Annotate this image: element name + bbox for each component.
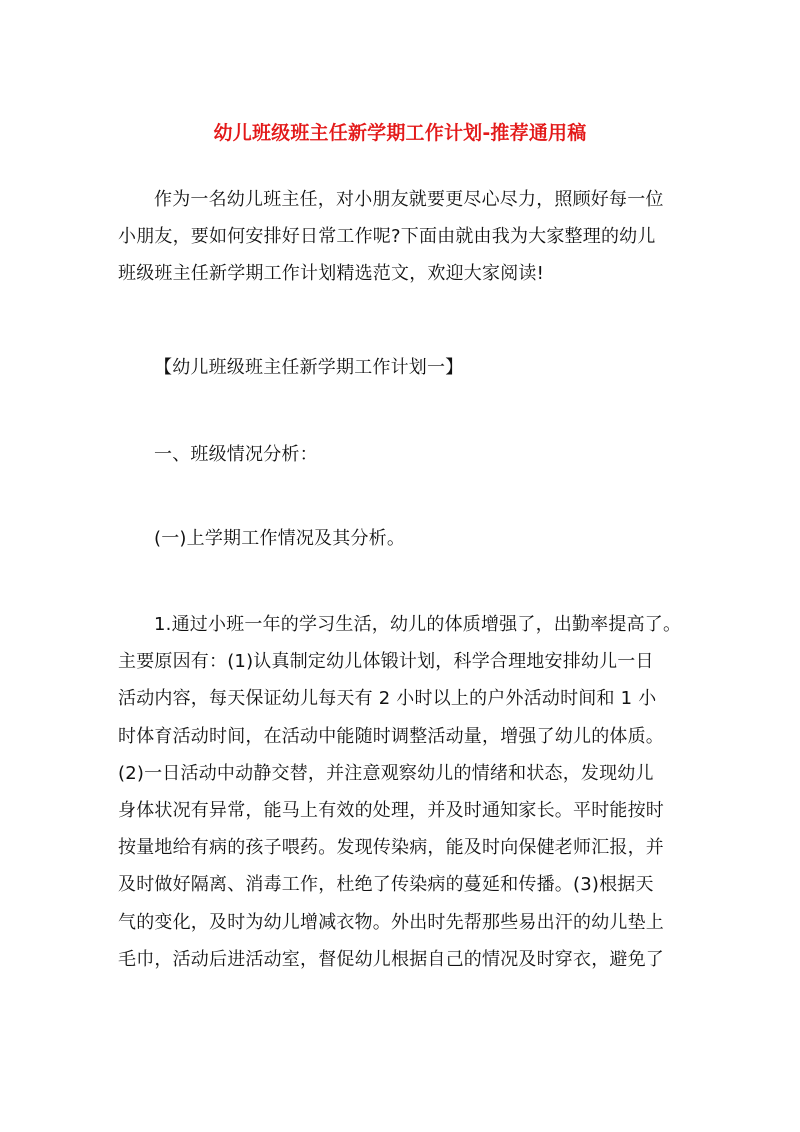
- paragraph-line: 毛巾，活动后进活动室，督促幼儿根据自己的情况及时穿衣，避免了: [118, 948, 664, 970]
- intro-line: 小朋友，要如何安排好日常工作呢?下面由就由我为大家整理的幼儿: [118, 226, 656, 248]
- intro-line: 作为一名幼儿班主任，对小朋友就要更尽心尽力，照顾好每一位: [154, 189, 664, 210]
- paragraph-line: (2)一日活动中动静交替，并注意观察幼儿的情绪和状态，发现幼儿: [118, 762, 654, 784]
- section-heading: 【幼儿班级班主任新学期工作计划一】: [154, 357, 464, 378]
- paragraph-line: 气的变化，及时为幼儿增减衣物。外出时先帮那些易出汗的幼儿垫上: [118, 911, 664, 933]
- paragraph-line: 按量地给有病的孩子喂药。发现传染病，能及时向保健老师汇报，并: [118, 837, 664, 859]
- paragraph-line: 及时做好隔离、消毒工作，杜绝了传染病的蔓延和传播。(3)根据天: [118, 874, 654, 896]
- paragraph-line: 时体育活动时间，在活动中能随时调整活动量，增强了幼儿的体质。: [118, 725, 664, 747]
- intro-line: 班级班主任新学期工作计划精选范文，欢迎大家阅读!: [118, 263, 545, 285]
- intro-paragraph: [118, 181, 684, 293]
- part-heading: 一、班级情况分析：: [154, 444, 318, 465]
- sub-heading: (一)上学期工作情况及其分析。: [154, 528, 406, 549]
- paragraph-line: 身体状况有异常，能马上有效的处理，并及时通知家长。平时能按时: [118, 800, 664, 822]
- paragraph-line: 主要原因有：(1)认真制定幼儿体锻计划，科学合理地安排幼儿一日: [118, 651, 654, 673]
- paragraph-line: 活动内容，每天保证幼儿每天有 2 小时以上的户外活动时间和 1 小: [118, 688, 657, 710]
- paragraph-one: [118, 606, 684, 978]
- document-title: 幼儿班级班主任新学期工作计划-推荐通用稿: [213, 121, 587, 144]
- paragraph-line: 1.通过小班一年的学习生活，幼儿的体质增强了，出勤率提高了。: [154, 614, 682, 635]
